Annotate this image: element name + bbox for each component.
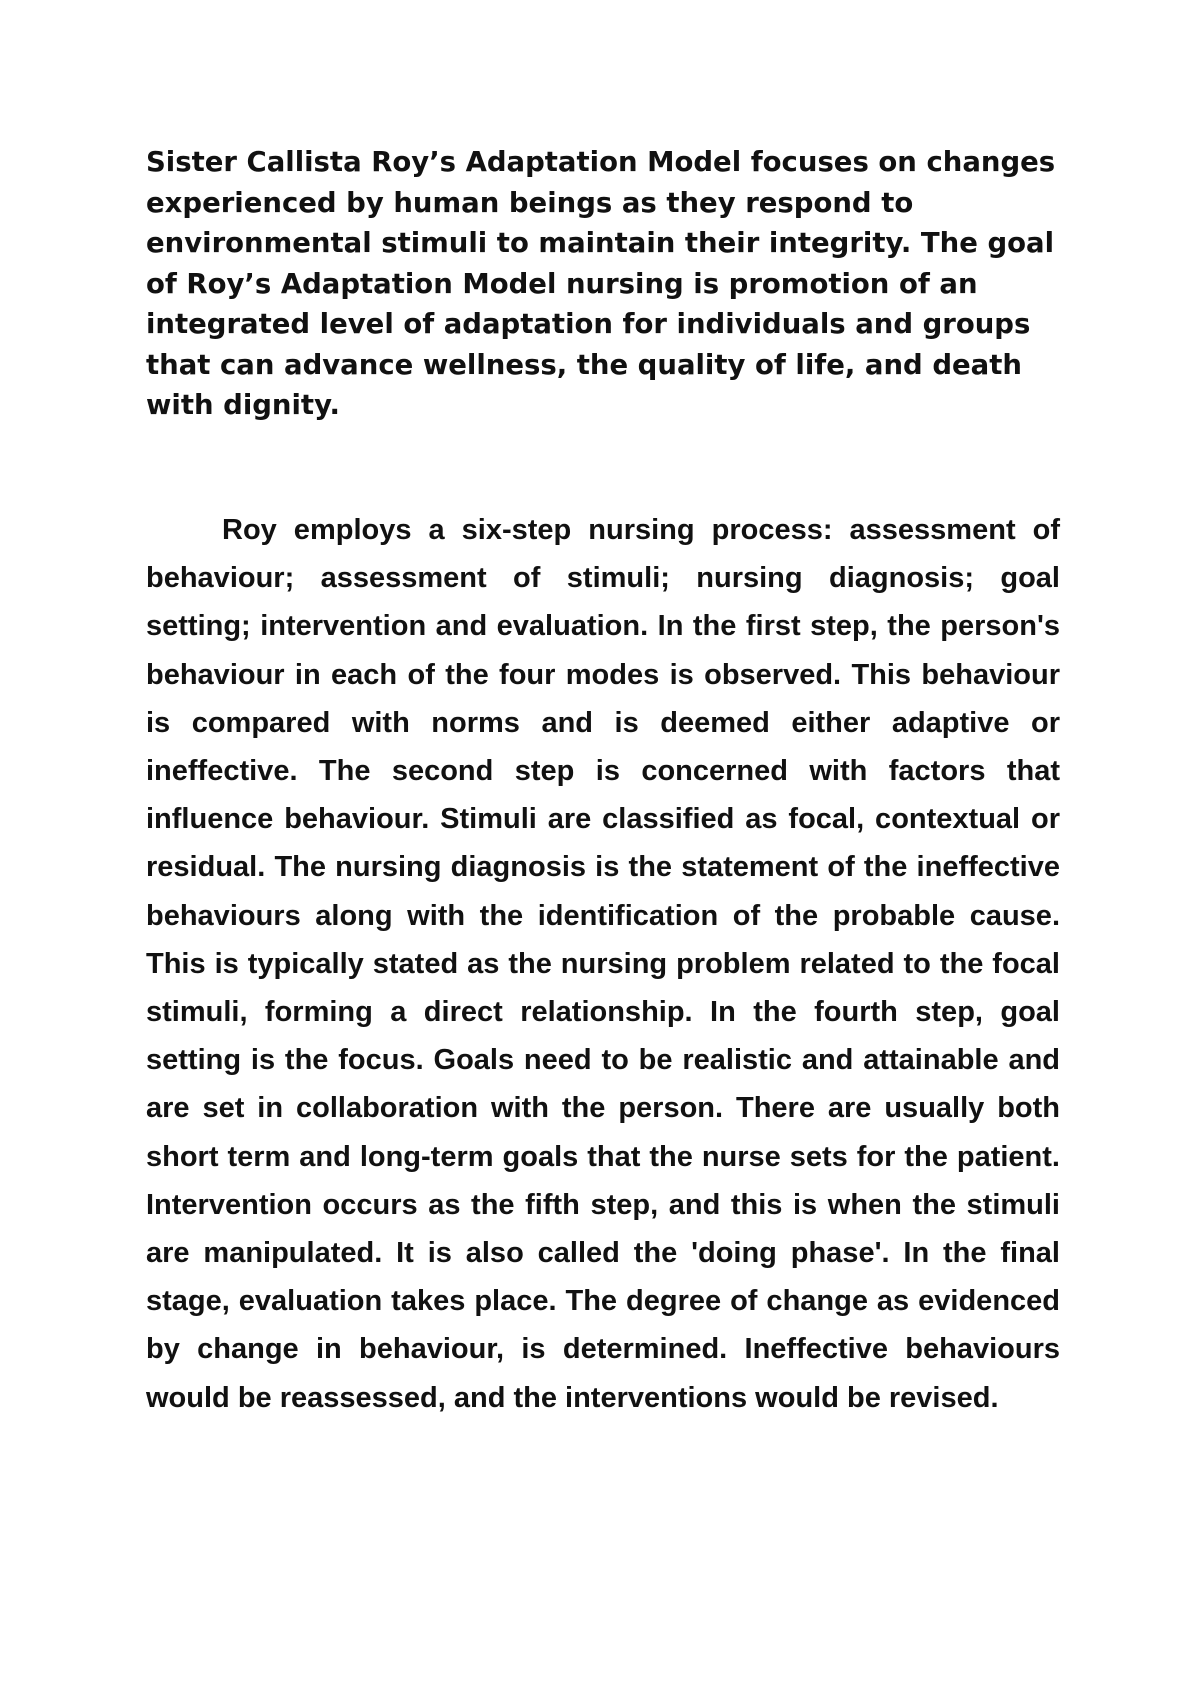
- nursing-process-paragraph: Roy employs a six-step nursing process: assessment of behaviour; assessment of stimuli; nursing diagnosis; goal setting; intervention and evaluation. In the first step, the person's behaviour in each of the four modes is observed. This behaviour is compared with norms and is deemed either adaptive or ineffective. The second step is concerned with factors that influence behaviour. Stimuli are classified as focal, contextual or residual. The nursing diagnosis is the statement of the ineffective behaviours along with the identification of the probable cause. This is typically stated as the nursing problem related to the focal stimuli, forming a direct relationship. In the fourth step, goal setting is the focus. Goals need to be realistic and attainable and are set in collaboration with the person. There are usually both short term and long-term goals that the nurse sets for the patient. Intervention occurs as the fifth step, and this is when the stimuli are manipulated. It is also called the 'doing phase'. In the final stage, evaluation takes place. The degree of change as evidenced by change in behaviour, is determined. Ineffective behaviours would be reassessed, and the interventions would be revised.: [146, 514, 1060, 1414]
- intro-paragraph: Sister Callista Roy’s Adaptation Model focuses on changes experienced by human beings as they respond to environmental stimuli to maintain their integrity. The goal of Roy’s Adaptation Model nursing is promotion of an integrated level of adaptation for individuals and groups that can advance wellness, the quality of life, and death with dignity.: [146, 146, 1056, 421]
